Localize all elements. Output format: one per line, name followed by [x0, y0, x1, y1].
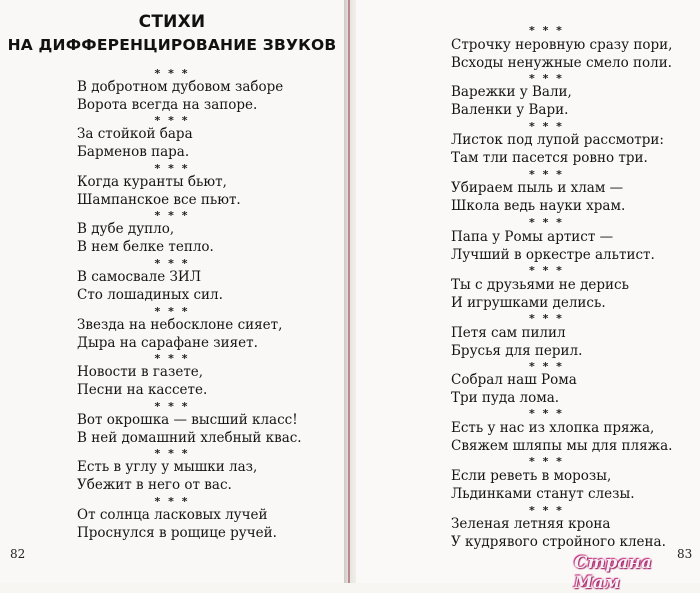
separator-stars: * * * — [529, 312, 564, 325]
poem-line: От солнца ласковых лучей — [77, 507, 268, 523]
separator-stars: * * * — [154, 495, 190, 508]
poem-line: За стойкой бара — [77, 126, 193, 142]
poem-line: Новости в газете, — [77, 364, 204, 380]
separator-stars: * * * — [529, 455, 564, 468]
poem-line: Папа у Ромы артист — — [451, 229, 614, 245]
poem-line: Лучший в оркестре альтист. — [451, 247, 655, 263]
separator-stars: * * * — [529, 24, 564, 37]
poem-line: Дыра на сарафане зияет. — [77, 335, 258, 351]
poem-line: Льдинками станут слезы. — [451, 486, 635, 502]
poem-line: Школа ведь науки храм. — [451, 198, 626, 214]
poem-line: В нем белке тепло. — [77, 239, 214, 255]
poem-line: Листок под лупой рассмотри: — [451, 132, 664, 148]
page-title: СТИХИ — [138, 12, 206, 32]
poem-line: Убежит в него от вас. — [77, 477, 232, 493]
poem-line: В дубе дупло, — [77, 221, 175, 237]
right-page — [356, 0, 700, 583]
poem-line: Варежки у Вали, — [451, 84, 572, 100]
poem-line: Проснулся в рощице ручей. — [77, 525, 277, 541]
poem-line: Строчку неровную сразу пори, — [451, 37, 673, 53]
poem-line: Убираем пыль и хлам — — [451, 180, 624, 196]
separator-stars: * * * — [154, 447, 190, 460]
poem-line: Если реветь в морозы, — [451, 468, 612, 484]
separator-stars: * * * — [154, 209, 190, 222]
separator-stars: * * * — [154, 352, 190, 365]
page-number: 82 — [10, 547, 26, 561]
poem-line: Свяжем шляпы мы для пляжа. — [451, 438, 673, 454]
poem-line: В ней домашний хлебный квас. — [77, 430, 302, 446]
poem-line: Барменов пара. — [77, 144, 190, 160]
separator-stars: * * * — [529, 504, 564, 517]
poem-line: Сто лошадиных сил. — [77, 287, 223, 303]
poem-line: Есть у нас из хлопка пряжа, — [451, 420, 655, 436]
poem-line: Когда куранты бьют, — [77, 174, 227, 190]
separator-stars: * * * — [529, 360, 564, 373]
page-subtitle: НА ДИФФЕРЕНЦИРОВАНИЕ ЗВУКОВ — [7, 36, 337, 54]
separator-stars: * * * — [529, 120, 564, 133]
poem-line: Петя сам пилил — [451, 325, 566, 341]
poem-line: И игрушками делись. — [451, 295, 606, 311]
poem-line: Шампанское все пьют. — [77, 192, 241, 208]
poem-line: Всходы ненужные смело поли. — [451, 55, 672, 71]
separator-stars: * * * — [154, 114, 190, 127]
poem-line: Ты с друзьями не дерись — [451, 277, 629, 293]
separator-stars: * * * — [529, 407, 564, 420]
poem-line: Зеленая летняя крона — [451, 516, 611, 532]
separator-stars: * * * — [529, 264, 564, 277]
poem-line: Валенки у Вари. — [451, 102, 569, 118]
poem-line: Брусья для перил. — [451, 343, 583, 359]
separator-stars: * * * — [529, 168, 564, 181]
poem-line: Есть в углу у мышки лаз, — [77, 459, 258, 475]
separator-stars: * * * — [529, 216, 564, 229]
separator-stars: * * * — [154, 257, 190, 270]
poem-line: Там тли пасется ровно три. — [451, 150, 648, 166]
watermark-logo: Страна Мам — [574, 553, 652, 593]
poem-line: Песни на кассете. — [77, 382, 208, 398]
poem-line: Три пуда лома. — [451, 390, 560, 406]
poem-line: У кудрявого стройного клена. — [451, 534, 666, 550]
separator-stars: * * * — [529, 72, 564, 85]
poem-line: Собрал наш Рома — [451, 372, 577, 388]
poem-line: Ворота всегда на запоре. — [77, 97, 258, 113]
page-number: 83 — [677, 547, 693, 561]
poem-line: В добротном дубовом заборе — [77, 79, 284, 95]
poem-line: Вот окрошка — высший класс! — [77, 412, 298, 428]
poem-line: Звезда на небосклоне сияет, — [77, 317, 283, 333]
book-gutter — [344, 0, 356, 583]
separator-stars: * * * — [154, 67, 190, 80]
poem-line: В самосвале ЗИЛ — [77, 269, 201, 285]
separator-stars: * * * — [154, 162, 190, 175]
separator-stars: * * * — [154, 305, 190, 318]
separator-stars: * * * — [154, 400, 190, 413]
left-page — [0, 0, 344, 583]
